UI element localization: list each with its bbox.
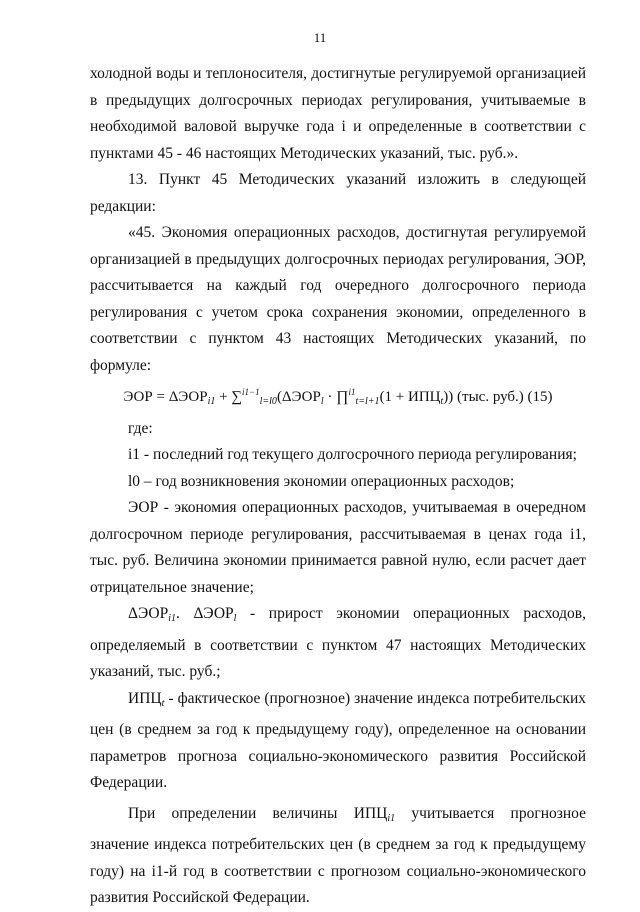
formula-t-sub: t — [440, 396, 444, 407]
formula-open: (ΔЭОР — [276, 389, 321, 405]
ipc-text: - фактическое (прогнозное) значение индекса потребительских цен (в среднем за год к предыдущему году), определенное на основании параметров прогноза социально-экономического развития Российской Федерации. — [90, 689, 586, 791]
formula-term-1-sub: i1 — [207, 396, 216, 407]
final-a-sub: i1 — [387, 812, 396, 824]
definition-eor: ЭОР - экономия операционных расходов, учитываемая в очередном долгосрочном периоде регулирования, рассчитываемая в ценах года i1, тыс. руб. Величина экономии принимается равной нулю, если расчет дает отрицательное значение; — [90, 499, 586, 596]
formula-prod-upper: i1 — [348, 387, 356, 397]
delta-eor-text: - прирост экономии операционных расходов, определяемый в соответствии с пунктом 47 настоящих Методических указаний, тыс. руб.; — [90, 605, 586, 680]
formula-15 — [90, 379, 586, 416]
formula-prod-symbol: ∏ — [336, 389, 349, 405]
paragraph-45: «45. Экономия операционных расходов, достигнутая регулируемой организацией в предыдущих долгосрочных периодах регулирования, ЭОР, рассчитывается на каждый год очередного долгосрочного периода регулирования с учетом срока сохранения экономии, определенного в соответствии с пунктом 43 настоящих Методических указаний, по формуле: — [90, 224, 586, 374]
where-label: где: — [128, 419, 153, 437]
formula-plus: + — [215, 389, 232, 405]
delta-eor-mid: . ΔЭОР — [175, 605, 234, 622]
delta-eor-a-sub: i1 — [168, 613, 176, 624]
formula-dot: · — [323, 389, 337, 405]
formula-sum-lower: l=l0 — [259, 396, 277, 407]
formula-l-sub: l — [320, 396, 324, 407]
formula-paren: (1 + ИПЦ — [379, 389, 441, 405]
document-body — [90, 61, 586, 912]
delta-eor-a: ΔЭОР — [128, 605, 169, 622]
definition-delta-eor — [90, 601, 586, 686]
final-a: При определении величины ИПЦ — [128, 804, 388, 822]
paragraph-continuation: холодной воды и теплоносителя, достигнутые регулируемой организацией в предыдущих долгосрочных периодах регулирования, учитываемые в необходимой валовой выручке года i и определенные в соответствии с пунктами 45 - 46 настоящих Методических указаний, тыс. руб.». — [90, 65, 586, 162]
definition-i1: i1 - последний год текущего долгосрочного периода регулирования; — [128, 446, 577, 463]
final-text: учитывается прогнозное значение индекса потребительских цен (в среднем за год к предыдущему году) на i1-й год в соответствии с прогнозом социально-экономического развития Российской Федерации. — [90, 804, 586, 906]
formula-prod-lower: t=l+1 — [355, 396, 380, 407]
delta-eor-b-sub: l — [233, 613, 237, 624]
final-paragraph — [90, 801, 586, 912]
ipc-a-sub: t — [161, 697, 165, 709]
formula-lhs: ЭОР = — [123, 389, 169, 405]
formula-term-1: ΔЭОР — [168, 389, 208, 405]
definition-l0: l0 – год возникновения экономии операционных расходов; — [128, 472, 515, 490]
page-number: 11 — [313, 30, 327, 45]
formula-sum-upper: i1−1 — [242, 387, 260, 397]
definition-ipc — [90, 686, 586, 797]
formula-sum-symbol: ∑ — [231, 389, 243, 405]
formula-close: )) (тыс. руб.) (15) — [443, 389, 553, 405]
ipc-a: ИПЦ — [128, 689, 162, 707]
item-13: 13. Пункт 45 Методических указаний изложить в следующей редакции: — [90, 171, 586, 215]
